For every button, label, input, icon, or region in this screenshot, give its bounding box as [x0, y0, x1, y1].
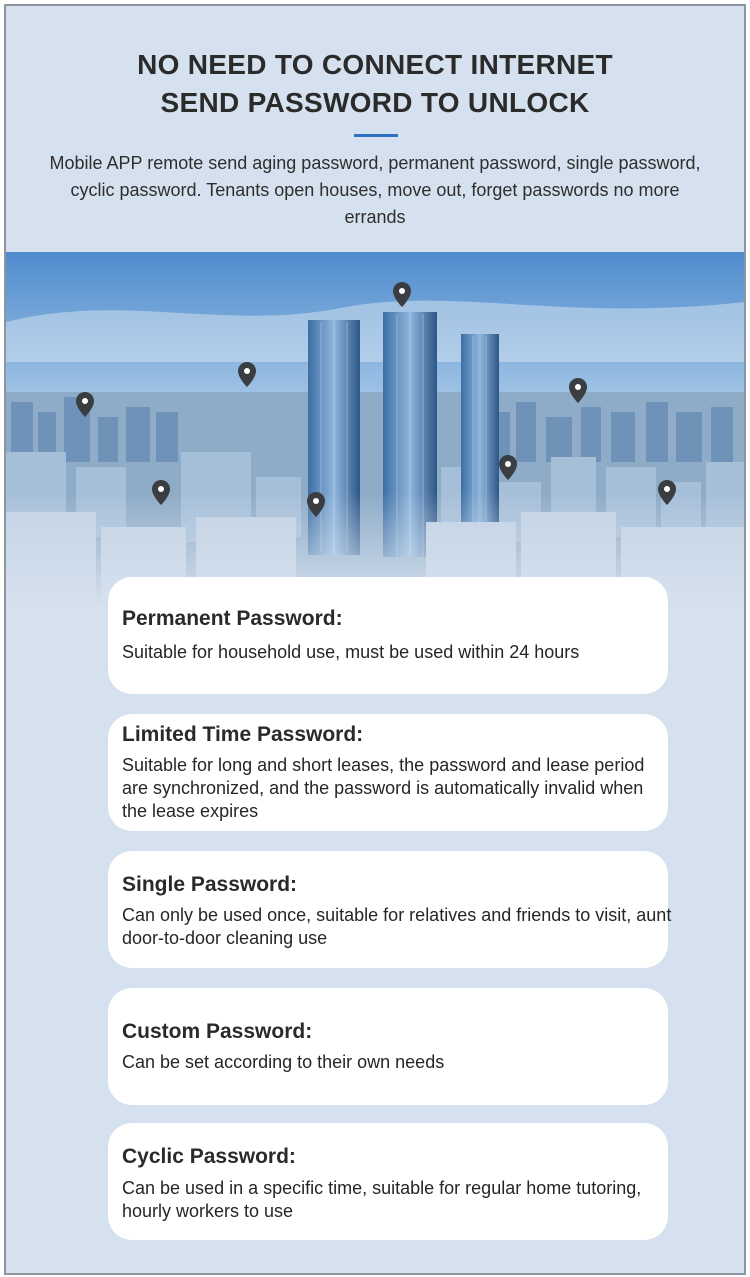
card-description: Can only be used once, suitable for relatives and friends to visit, aunt door-to-door cleaning use	[122, 905, 672, 948]
card-title: Single Password:	[122, 873, 298, 896]
card-description: Can be set according to their own needs	[122, 1052, 445, 1072]
card-description: Can be used in a specific time, suitable for regular home tutoring, hourly workers to use	[122, 1178, 642, 1221]
password-card-limited-time	[108, 714, 668, 831]
password-card-custom	[108, 988, 668, 1105]
title-accent-bar	[354, 134, 398, 137]
title-line-2: SEND PASSWORD TO UNLOCK	[160, 87, 590, 118]
card-description: Suitable for household use, must be used within 24 hours	[122, 642, 580, 662]
city-skyline-image	[6, 252, 744, 607]
poster-frame	[4, 4, 746, 1275]
password-card-cyclic	[108, 1123, 668, 1240]
header-section	[6, 6, 744, 252]
page-subtitle: Mobile APP remote send aging password, permanent password, single password, cyclic password. Tenants open houses, move out, forget passwords no more errands	[49, 153, 701, 227]
card-title: Limited Time Password:	[122, 723, 364, 746]
title-line-1: NO NEED TO CONNECT INTERNET	[137, 49, 613, 80]
password-card-permanent	[108, 577, 668, 694]
page-title	[6, 46, 744, 122]
card-title: Cyclic Password:	[122, 1145, 296, 1168]
card-title: Custom Password:	[122, 1020, 313, 1043]
password-card-single	[108, 851, 672, 968]
card-title: Permanent Password:	[122, 607, 343, 630]
card-description: Suitable for long and short leases, the password and lease period are synchronized, and the password is automatically invalid when the lease expires	[122, 755, 645, 821]
